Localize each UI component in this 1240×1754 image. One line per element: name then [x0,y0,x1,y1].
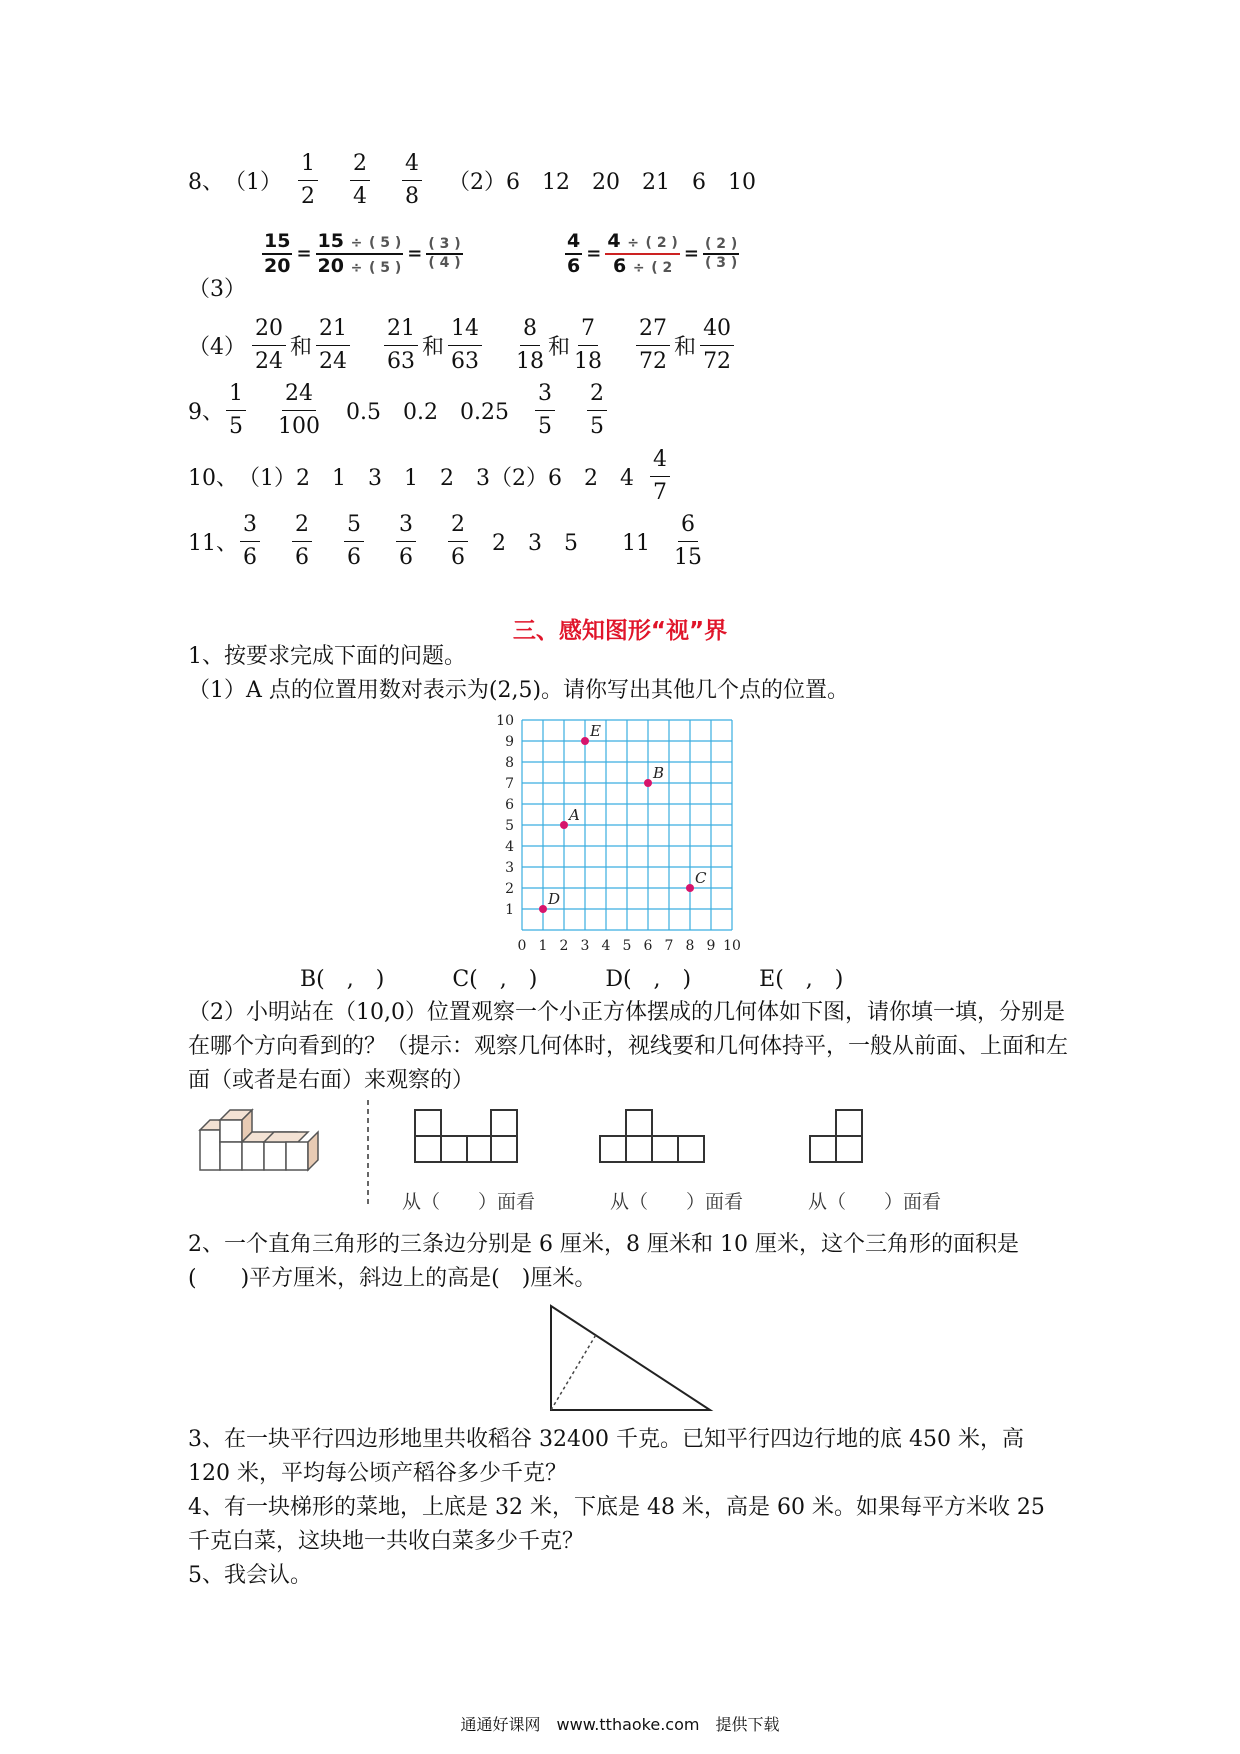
problem4-text: 4、有一块梯形的菜地，上底是 32 米，下底是 48 米，高是 60 米。如果每平方米收 25 千克白菜，这块地一共收白菜多少千克？ [188,1495,1045,1554]
footer-credit: 通通好课网 www.tthaoke.com 提供下载 [460,1715,780,1734]
q8-label: 8、 [188,169,224,195]
x-tick-label: 3 [580,938,590,954]
answer-c[interactable]: C( , ) [452,967,538,992]
point-label: A [569,806,580,824]
x-tick-label: 2 [559,938,569,954]
problem1-intro: 1、按要求完成下面的问题。 [188,644,466,669]
view-label-2[interactable]: 从（ ）面看 [610,1191,744,1213]
q11-values: 2 3 5 11 [492,530,650,556]
fraction: $\frac{2}{5}$ [587,380,607,440]
problem1-part1: （1）A 点的位置用数对表示为(2,5)。请你写出其他几个点的位置。 [188,678,850,703]
point-label: D [548,890,561,908]
q8-p2-values: 6 12 20 21 6 10 [506,169,756,195]
q8-p1-label: （1） [224,169,282,195]
q11-label: 11、 [188,530,238,556]
q10-line [188,446,686,506]
y-tick-label: 5 [505,818,514,834]
x-tick-label: 1 [538,938,548,954]
q9-line [188,380,623,440]
fraction-pair: $\frac{21}{63}$ 和 $\frac{14}{63}$ [382,315,484,375]
section-title: 三、感知图形“视”界 [512,618,728,644]
q8-p4-label: （4） [188,334,246,360]
view-figure-2 [600,1110,704,1162]
right-triangle-figure [545,1300,715,1415]
coordinate-answers [300,962,911,993]
fraction: $\frac{24}{100}$ [278,381,320,439]
y-tick-label: 8 [505,755,514,771]
q8-line4 [188,315,766,375]
x-tick-label: 0 [517,938,527,954]
y-tick-label: 6 [505,797,514,813]
point-d [539,905,547,913]
answer-d[interactable]: D( , ) [605,967,692,992]
y-tick-label: 1 [505,902,514,918]
x-tick-label: 7 [664,938,674,954]
problem1-part2: （2）小明站在（10,0）位置观察一个小正方体摆成的几何体如下图，请你填一填，分别是在哪个方向看到的？（提示：观察几何体时，视线要和几何体持平，一般从前面、上面和左面（或者是右面）来观察的） [188,1000,1069,1093]
problem3-text: 3、在一块平行四边形地里共收稻谷 32400 千克。已知平行四边行地的底 450 米，高 120 米，平均每公顷产稻谷多少千克？ [188,1427,1024,1486]
view-figure-3 [810,1110,862,1162]
fraction: $\frac{4}{7}$ [650,446,670,506]
point-label: B [653,764,665,782]
point-b [644,779,652,787]
q8-line1 [188,150,756,210]
y-tick-label: 3 [505,860,514,876]
q10-text: （1）2 1 3 1 2 3（2）6 2 4 [238,465,634,491]
q9-decimals: 0.5 0.2 0.25 [346,399,509,425]
point-c [686,884,694,892]
x-tick-label: 4 [601,938,611,954]
point-label: E [590,722,601,740]
fraction-pair: $\frac{20}{24}$ 和 $\frac{21}{24}$ [250,315,352,375]
q8-p3-equation-2: $\frac{4}{6}$ = $\frac{4 \div ( 2 )}{6 \div ( 2}$ = $\frac{( 2 )}{( 3 )}$ [567,230,738,277]
x-tick-label: 10 [723,938,741,954]
fraction: $\frac{3}{6}$ [396,511,416,571]
y-tick-label: 9 [505,734,514,750]
y-tick-label: 7 [505,776,514,792]
q11-line [188,511,718,571]
q8-p3-label: （3） [188,277,246,302]
fraction-pair: $\frac{27}{72}$ 和 $\frac{40}{72}$ [634,315,736,375]
x-tick-label: 5 [622,938,632,954]
fraction: $\frac{2}{6}$ [292,511,312,571]
point-label: C [695,869,707,887]
fraction: $\frac{4}{8}$ [402,150,422,210]
point-a [560,821,568,829]
view-label-3[interactable]: 从（ ）面看 [808,1191,942,1213]
fraction: $\frac{5}{6}$ [344,511,364,571]
y-tick-label: 2 [505,881,514,897]
point-e [581,737,589,745]
q9-label: 9、 [188,399,224,425]
cube-solid-figure [200,1110,318,1170]
fraction: $\frac{1}{2}$ [298,150,318,210]
coordinate-grid-chart [480,712,770,962]
answer-b[interactable]: B( , ) [300,967,385,992]
problem2-text: 2、一个直角三角形的三条边分别是 6 厘米，8 厘米和 10 厘米，这个三角形的面积是( )平方厘米，斜边上的高是( )厘米。 [188,1232,1019,1291]
x-tick-label: 8 [685,938,695,954]
problem5-text: 5、我会认。 [188,1563,312,1588]
x-tick-label: 6 [643,938,653,954]
view-figure-1 [415,1110,517,1162]
y-tick-label: 10 [496,713,514,729]
fraction: $\frac{3}{6}$ [240,511,260,571]
view-label-1[interactable]: 从（ ）面看 [402,1191,536,1213]
x-tick-label: 9 [706,938,716,954]
y-tick-label: 4 [505,839,514,855]
fraction: $\frac{3}{5}$ [535,380,555,440]
q10-label: 10、 [188,465,238,491]
fraction-pair: $\frac{8}{18}$ 和 $\frac{7}{18}$ [516,316,603,374]
fraction: $\frac{2}{6}$ [448,511,468,571]
fraction: $\frac{1}{5}$ [226,380,246,440]
answer-e[interactable]: E( , ) [759,967,844,992]
fraction: $\frac{2}{4}$ [350,150,370,210]
fraction: $\frac{6}{15}$ [674,512,702,570]
q8-p3-equation-1: $\frac{15}{20}$ = $\frac{15 \div ( 5 )}{20 \div ( 5 )}$ = $\frac{( 3 )}{( 4 )}$ [264,230,461,277]
q8-p2-label: （2） [448,169,506,195]
